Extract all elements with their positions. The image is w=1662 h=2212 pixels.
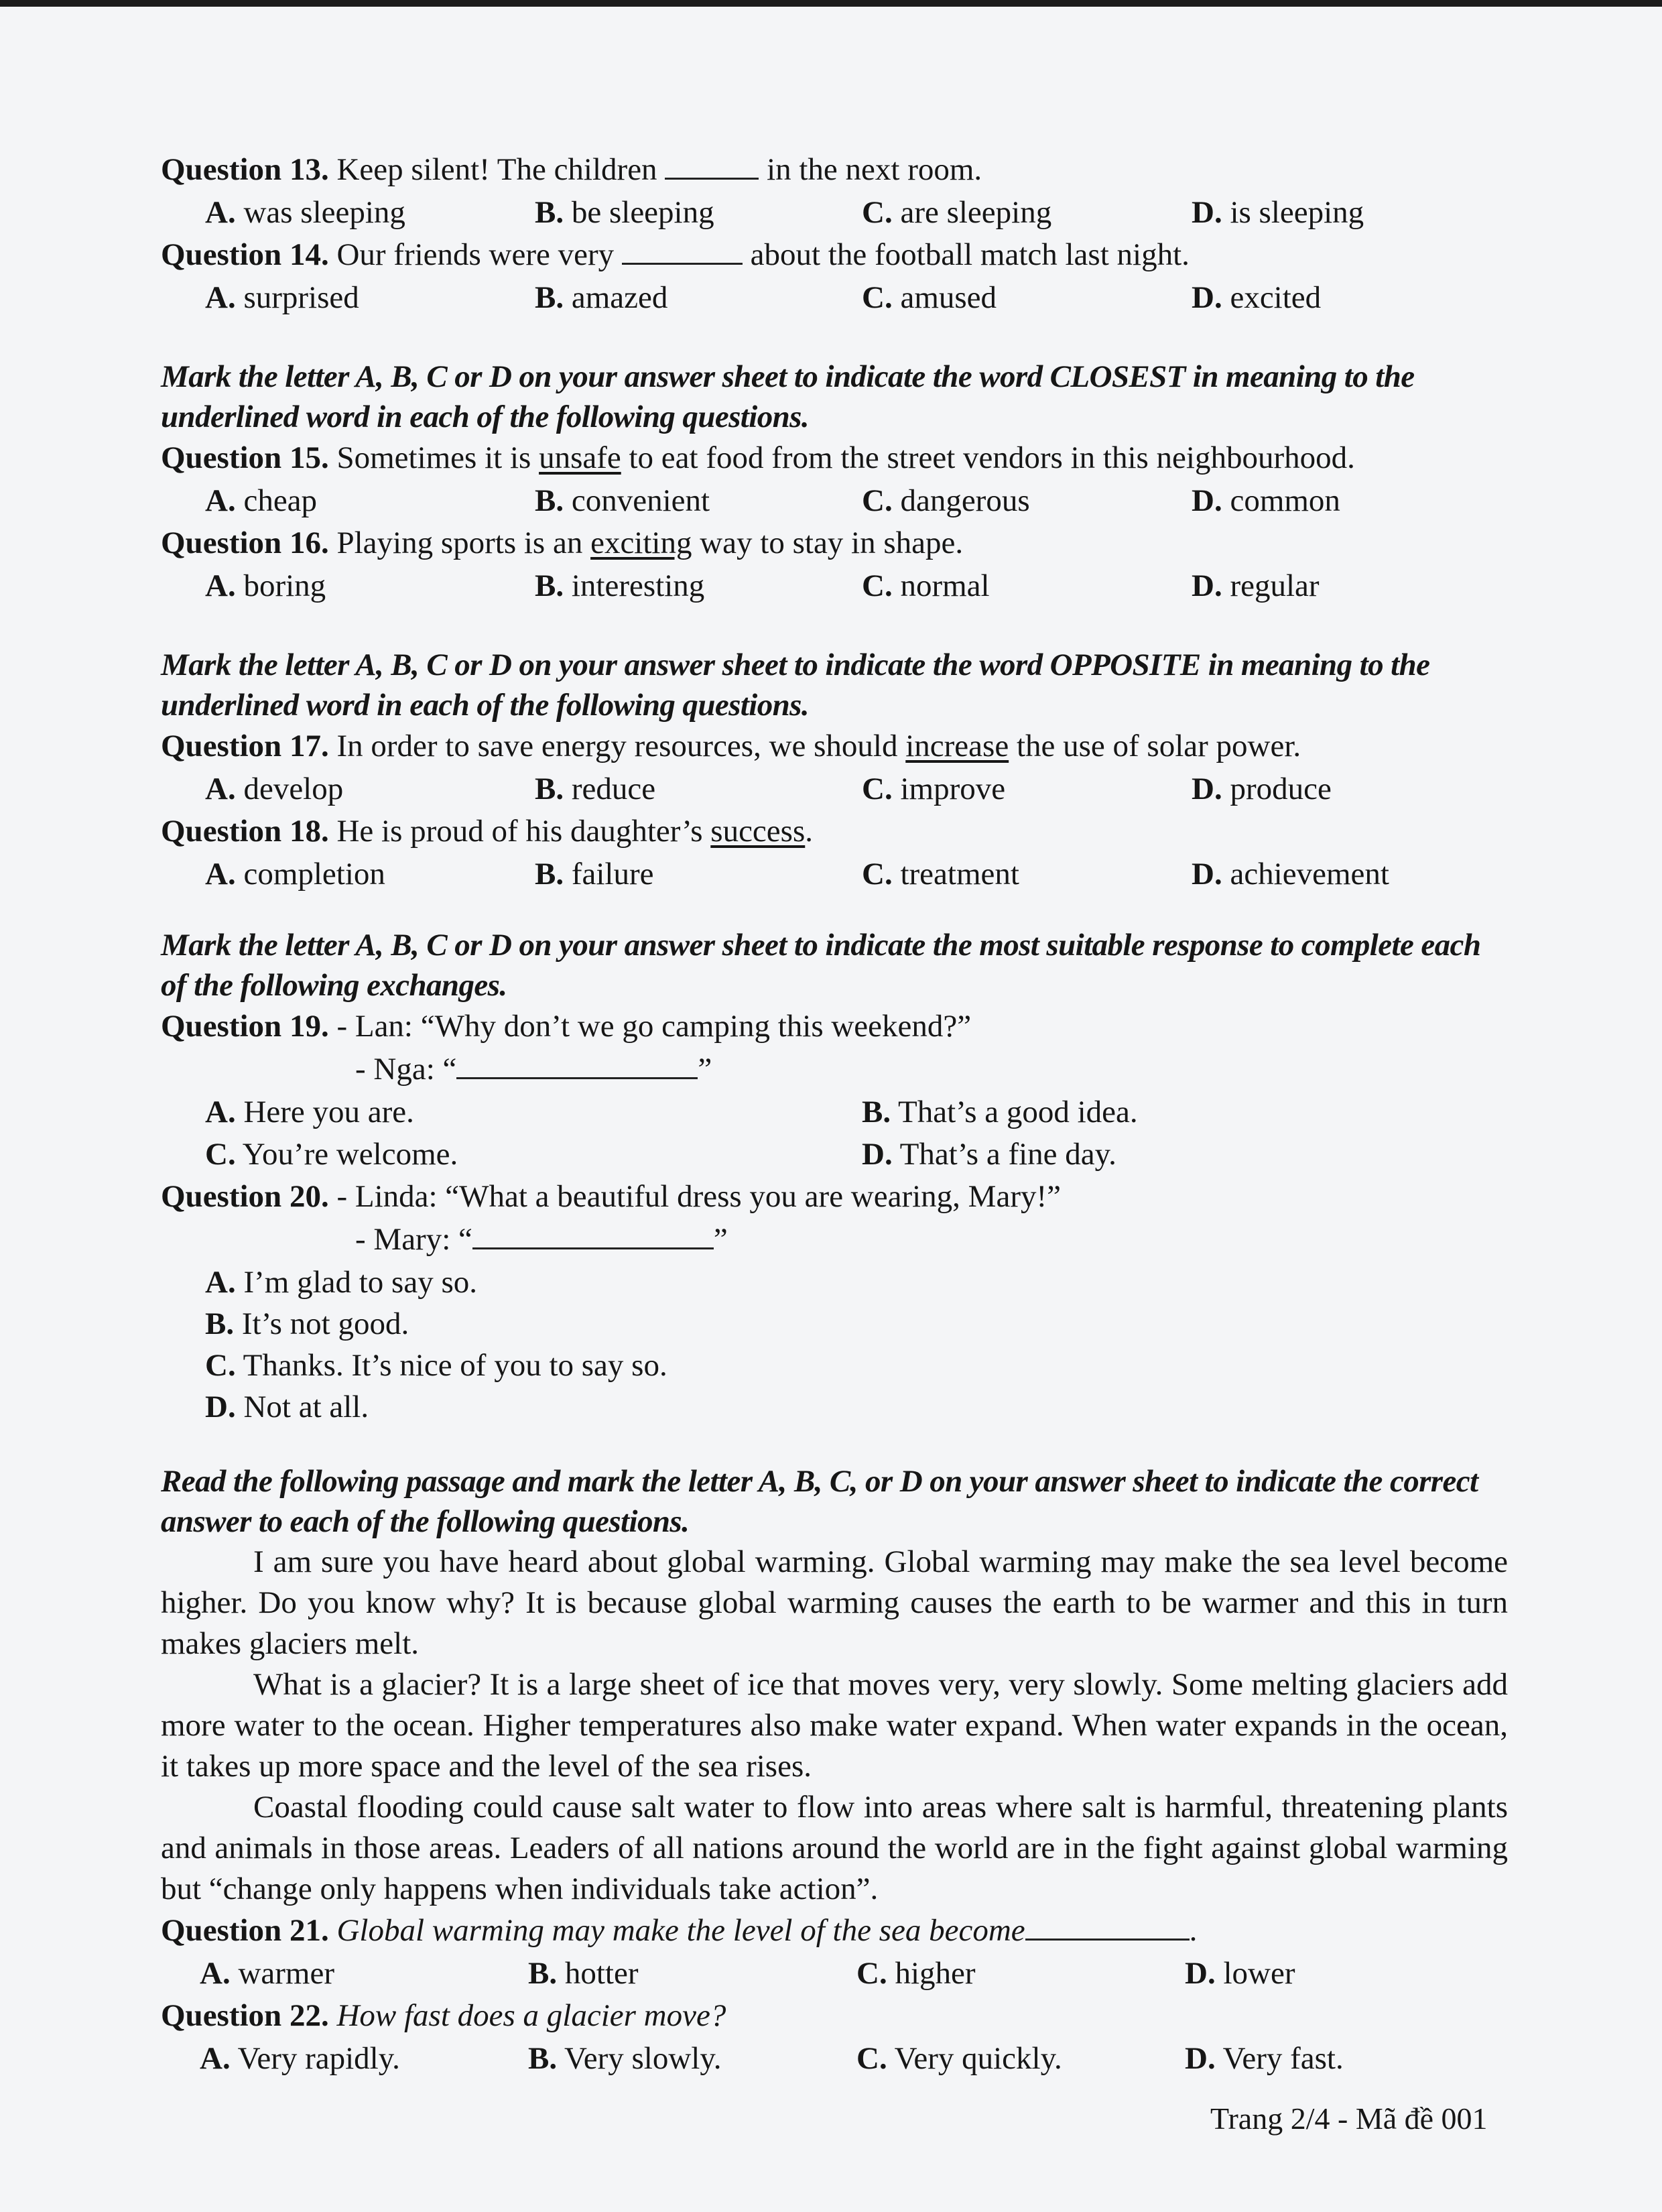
answer-blank[interactable] (456, 1050, 698, 1079)
question-18: Question 18. He is proud of his daughter’s success. (161, 814, 813, 849)
instruction-response: Mark the letter A, B, C or D on your answer sheet to indicate the most suitable response to complete each of the following exchanges. (161, 928, 1481, 1003)
reading-passage (161, 1542, 1508, 1910)
question-22-options (161, 2038, 1508, 2080)
option-b[interactable]: B. reduce (535, 772, 656, 806)
option-c[interactable]: C. amused (862, 280, 997, 315)
option-d[interactable]: D. achievement (1192, 857, 1389, 892)
instruction-reading: Read the following passage and mark the letter A, B, C, or D on your answer sheet to indicate the correct answer to each of the following questions. (161, 1464, 1478, 1539)
question-17-options (161, 768, 1508, 810)
underlined-word: success (710, 814, 806, 849)
question-15: Question 15. Sometimes it is unsafe to eat food from the street vendors in this neighbourhood. (161, 440, 1355, 475)
passage-paragraph: I am sure you have heard about global warming. Global warming may make the sea level become higher. Do you know why? It is because global warming causes the earth to be warmer and this in turn makes glaciers melt. (161, 1544, 1508, 1661)
question-13: Question 13. Keep silent! The children in the next room. (161, 152, 982, 187)
option-a[interactable]: A. cheap (205, 483, 318, 518)
option-d[interactable]: D. regular (1192, 568, 1320, 603)
question-14-options (161, 277, 1508, 319)
question-19-reply: - Nga: “ ” (355, 1052, 712, 1087)
option-a[interactable]: A. surprised (205, 280, 359, 315)
option-d[interactable]: D. produce (1192, 772, 1332, 806)
question-19: Question 19. - Lan: “Why don’t we go camping this weekend?” (161, 1009, 972, 1044)
option-c[interactable]: C. higher (856, 1956, 976, 1991)
passage-paragraph: What is a glacier? It is a large sheet of ice that moves very, very slowly. Some melting glaciers add more water to the ocean. Higher temperatures also make water expand. When water expands in the ocean, it takes up more space and the level of the sea rises. (161, 1667, 1508, 1784)
option-b[interactable]: B. That’s a good idea. (862, 1095, 1138, 1129)
option-a[interactable]: A. I’m glad to say so. (205, 1265, 477, 1300)
question-14: Question 14. Our friends were very about the football match last night. (161, 237, 1190, 272)
option-a[interactable]: A. Here you are. (205, 1095, 414, 1129)
instruction-closest: Mark the letter A, B, C or D on your answer sheet to indicate the word CLOSEST in meaning to the underlined word in each of the following questions. (161, 359, 1415, 434)
underlined-word: unsafe (539, 440, 621, 475)
question-13-options (161, 192, 1508, 234)
option-c[interactable]: C. Thanks. It’s nice of you to say so. (205, 1348, 667, 1383)
option-b[interactable]: B. failure (535, 857, 654, 892)
option-d[interactable]: D. is sleeping (1192, 195, 1364, 230)
option-d[interactable]: D. Not at all. (205, 1390, 369, 1424)
answer-blank[interactable] (665, 151, 759, 180)
option-d[interactable]: D. That’s a fine day. (862, 1137, 1116, 1172)
option-d[interactable]: D. common (1192, 483, 1340, 518)
option-b[interactable]: B. amazed (535, 280, 668, 315)
question-18-options (161, 853, 1508, 896)
option-d[interactable]: D. Very fast. (1185, 2041, 1344, 2076)
option-b[interactable]: B. be sleeping (535, 195, 714, 230)
question-19-options-row1 (161, 1091, 1508, 1133)
option-a[interactable]: A. develop (205, 772, 344, 806)
option-c[interactable]: C. normal (862, 568, 990, 603)
option-b[interactable]: B. It’s not good. (205, 1306, 409, 1341)
instruction-opposite: Mark the letter A, B, C or D on your answer sheet to indicate the word OPPOSITE in meaning to the underlined word in each of the following questions. (161, 648, 1430, 723)
underlined-word: increase (905, 729, 1009, 763)
option-b[interactable]: B. Very slowly. (528, 2041, 722, 2076)
underlined-word: exciting (590, 526, 692, 560)
option-c[interactable]: C. are sleeping (862, 195, 1052, 230)
question-22: Question 22. How fast does a glacier move? (161, 1998, 726, 2033)
question-15-options (161, 480, 1508, 522)
option-c[interactable]: C. treatment (862, 857, 1019, 892)
exam-page (161, 149, 1508, 2080)
option-d[interactable]: D. lower (1185, 1956, 1295, 1991)
option-c[interactable]: C. dangerous (862, 483, 1030, 518)
option-c[interactable]: C. improve (862, 772, 1006, 806)
question-21: Question 21. Global warming may make the level of the sea become . (161, 1913, 1198, 1948)
question-16-options (161, 565, 1508, 607)
answer-blank[interactable] (622, 236, 743, 265)
option-a[interactable]: A. warmer (200, 1956, 334, 1991)
option-b[interactable]: B. interesting (535, 568, 705, 603)
scan-top-edge (0, 0, 1662, 7)
question-20-reply: - Mary: “ ” (355, 1222, 728, 1257)
question-17: Question 17. In order to save energy resources, we should increase the use of solar power. (161, 729, 1301, 763)
question-21-options (161, 1953, 1508, 1995)
option-a[interactable]: A. Very rapidly. (200, 2041, 400, 2076)
answer-blank[interactable] (472, 1221, 714, 1249)
question-19-options-row2 (161, 1133, 1508, 1176)
option-a[interactable]: A. boring (205, 568, 326, 603)
passage-paragraph: Coastal flooding could cause salt water to flow into areas where salt is harmful, threatening plants and animals in those areas. Leaders of all nations around the world are in the fight against global warming but “change only happens when individuals take action”. (161, 1790, 1508, 1906)
option-a[interactable]: A. completion (205, 857, 385, 892)
option-d[interactable]: D. excited (1192, 280, 1322, 315)
answer-blank[interactable] (1025, 1912, 1190, 1941)
question-16: Question 16. Playing sports is an exciting way to stay in shape. (161, 526, 964, 560)
option-a[interactable]: A. was sleeping (205, 195, 405, 230)
page-footer: Trang 2/4 - Mã đề 001 (1210, 2101, 1488, 2136)
option-b[interactable]: B. hotter (528, 1956, 639, 1991)
option-b[interactable]: B. convenient (535, 483, 710, 518)
option-c[interactable]: C. Very quickly. (856, 2041, 1062, 2076)
question-20: Question 20. - Linda: “What a beautiful dress you are wearing, Mary!” (161, 1179, 1061, 1214)
option-c[interactable]: C. You’re welcome. (205, 1137, 458, 1172)
